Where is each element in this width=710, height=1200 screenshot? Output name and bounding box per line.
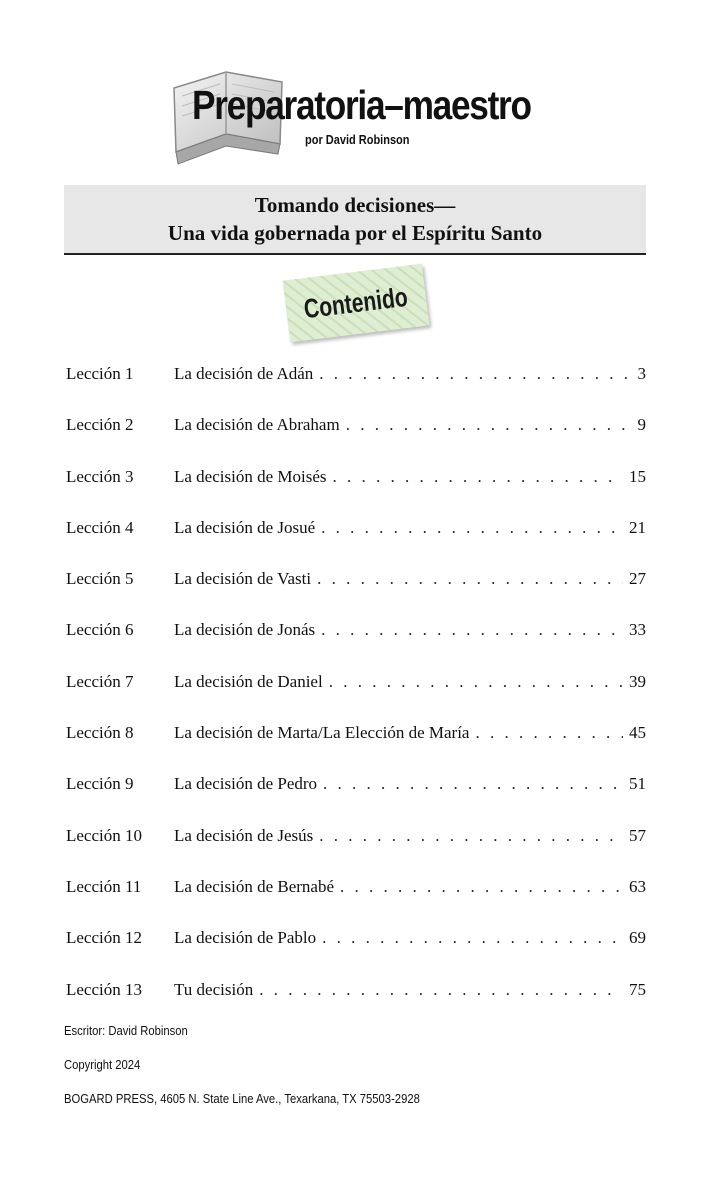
subtitle-banner (64, 185, 646, 255)
lesson-number: Lección 13 (66, 979, 142, 999)
lesson-number: Lección 10 (66, 825, 142, 845)
toc-row[interactable] (66, 926, 646, 977)
lesson-number: Lección 3 (66, 466, 134, 486)
toc-row[interactable] (66, 875, 646, 926)
toc-row[interactable] (66, 978, 646, 1029)
table-of-contents (66, 362, 646, 1029)
lesson-number: Lección 5 (66, 569, 134, 589)
lesson-title: La decisión de Daniel (174, 671, 323, 691)
lesson-title: Tu decisión (174, 979, 254, 999)
publisher-address: BOGARD PRESS, 4605 N. State Line Ave., Texarkana, TX 75503-2928 (64, 1092, 420, 1106)
page-number: 75 (629, 979, 646, 999)
page-number: 21 (629, 517, 646, 537)
lesson-number: Lección 8 (66, 723, 134, 743)
lesson-number: Lección 2 (66, 415, 134, 435)
dot-leader (321, 618, 623, 642)
subtitle-line-2: Una vida gobernada por el Espíritu Santo (167, 221, 543, 245)
page-number: 51 (629, 774, 646, 794)
toc-row[interactable] (66, 618, 646, 669)
dot-leader (346, 413, 632, 437)
lesson-number: Lección 9 (66, 774, 134, 794)
contents-label: Contenido (302, 281, 410, 324)
lesson-title: La decisión de Moisés (174, 466, 327, 486)
dot-leader (321, 516, 623, 540)
page-number: 57 (629, 825, 646, 845)
toc-row[interactable] (66, 824, 646, 875)
toc-row[interactable] (66, 772, 646, 823)
page-number: 39 (629, 671, 646, 691)
lesson-title: La decisión de Adán (174, 364, 314, 383)
toc-row[interactable] (66, 670, 646, 721)
lesson-number: Lección 4 (66, 517, 134, 537)
lesson-title: La decisión de Josué (174, 517, 316, 537)
lesson-number: Lección 1 (66, 364, 134, 383)
dot-leader (259, 978, 623, 1002)
toc-row[interactable] (66, 567, 646, 618)
dot-leader (317, 567, 623, 591)
lesson-title: La decisión de Abraham (174, 415, 340, 435)
page-title: Preparatoria–maestro (192, 82, 531, 128)
lesson-title: La decisión de Jonás (174, 620, 316, 640)
copyright-notice: Copyright 2024 (64, 1058, 141, 1072)
page-number: 33 (629, 620, 646, 640)
toc-row[interactable] (66, 465, 646, 516)
dot-leader (323, 772, 623, 796)
dot-leader (340, 875, 623, 899)
lesson-title: La decisión de Bernabé (174, 876, 335, 896)
dot-leader (333, 465, 624, 489)
page-number: 63 (629, 876, 646, 896)
contents-badge (283, 264, 430, 343)
writer-credit: Escritor: David Robinson (64, 1024, 188, 1038)
page-number: 3 (637, 364, 646, 383)
dot-leader (329, 670, 623, 694)
page-number: 27 (629, 569, 646, 589)
author-byline: por David Robinson (305, 133, 410, 147)
lesson-title: La decisión de Marta/La Elección de María (174, 723, 470, 743)
dot-leader (319, 824, 623, 848)
lesson-number: Lección 11 (66, 876, 142, 896)
page-number: 9 (637, 415, 646, 435)
toc-row[interactable] (66, 516, 646, 567)
dot-leader (319, 362, 631, 386)
lesson-number: Lección 6 (66, 620, 134, 640)
lesson-title: La decisión de Vasti (174, 569, 312, 589)
lesson-number: Lección 7 (66, 671, 134, 691)
page-number: 15 (629, 466, 646, 486)
lesson-title: La decisión de Pablo (174, 928, 317, 948)
subtitle-line-1: Tomando decisiones— (254, 193, 456, 217)
lesson-title: La decisión de Pedro (174, 774, 318, 794)
toc-row[interactable] (66, 413, 646, 464)
lesson-number: Lección 12 (66, 928, 142, 948)
dot-leader (475, 721, 623, 745)
toc-row[interactable] (66, 721, 646, 772)
page-number: 45 (629, 723, 646, 743)
dot-leader (322, 926, 623, 950)
page-number: 69 (629, 928, 646, 948)
toc-row[interactable] (66, 362, 646, 413)
lesson-title: La decisión de Jesús (174, 825, 314, 845)
